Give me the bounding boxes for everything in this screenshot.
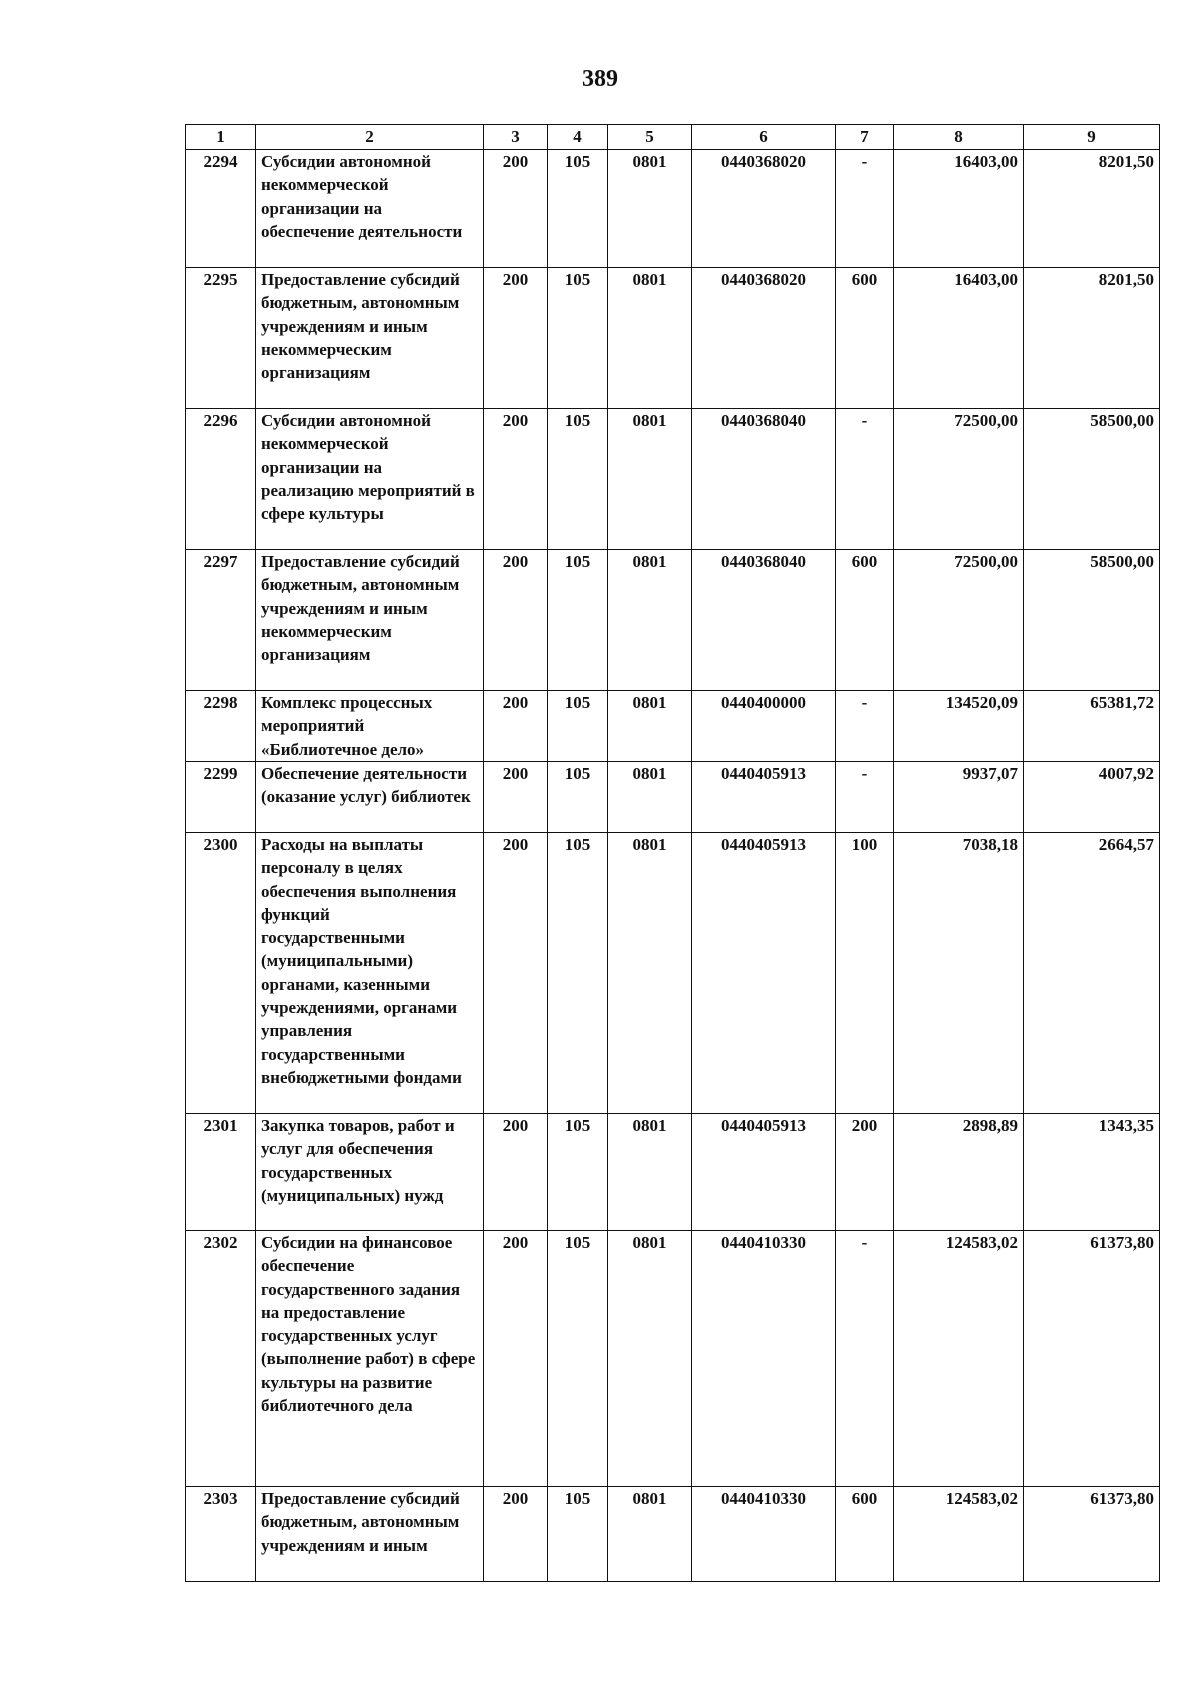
cell-col9: 4007,92 <box>1024 762 1160 833</box>
cell-col5: 0801 <box>608 762 692 833</box>
row-name: Субсидии на финансовое обеспечение государственного задания на предоставление государственных услуг (выполнение работ) в сфере культуры на развитие библиотечного дела <box>256 1231 484 1487</box>
cell-col3: 200 <box>484 409 548 550</box>
table-row <box>186 1231 1160 1487</box>
cell-col8: 134520,09 <box>894 691 1024 762</box>
cell-col7: - <box>836 691 894 762</box>
row-name: Предоставление субсидий бюджетным, автономным учреждениям и иным некоммерческим организациям <box>256 268 484 409</box>
table-row <box>186 833 1160 1114</box>
cell-col9: 61373,80 <box>1024 1231 1160 1487</box>
row-number: 2302 <box>186 1231 256 1487</box>
row-number: 2298 <box>186 691 256 762</box>
cell-col6: 0440368040 <box>692 409 836 550</box>
column-header: 6 <box>692 125 836 150</box>
cell-col6: 0440410330 <box>692 1231 836 1487</box>
cell-col3: 200 <box>484 550 548 691</box>
column-header: 1 <box>186 125 256 150</box>
cell-col4: 105 <box>548 1114 608 1231</box>
cell-col3: 200 <box>484 268 548 409</box>
cell-col8: 124583,02 <box>894 1231 1024 1487</box>
cell-col4: 105 <box>548 550 608 691</box>
cell-col8: 7038,18 <box>894 833 1024 1114</box>
row-name: Субсидии автономной некоммерческой организации на реализацию мероприятий в сфере культуры <box>256 409 484 550</box>
cell-col3: 200 <box>484 1114 548 1231</box>
cell-col5: 0801 <box>608 550 692 691</box>
cell-col7: - <box>836 409 894 550</box>
cell-col7: 200 <box>836 1114 894 1231</box>
column-header: 8 <box>894 125 1024 150</box>
column-header: 7 <box>836 125 894 150</box>
column-header: 5 <box>608 125 692 150</box>
cell-col7: 100 <box>836 833 894 1114</box>
cell-col6: 0440368020 <box>692 268 836 409</box>
table-row <box>186 762 1160 833</box>
cell-col8: 2898,89 <box>894 1114 1024 1231</box>
cell-col9: 58500,00 <box>1024 409 1160 550</box>
row-name: Предоставление субсидий бюджетным, автономным учреждениям и иным некоммерческим организациям <box>256 550 484 691</box>
row-number: 2299 <box>186 762 256 833</box>
cell-col6: 0440405913 <box>692 762 836 833</box>
row-name: Предоставление субсидий бюджетным, автономным учреждениям и иным <box>256 1487 484 1582</box>
column-header: 9 <box>1024 125 1160 150</box>
column-header: 4 <box>548 125 608 150</box>
cell-col7: 600 <box>836 550 894 691</box>
row-number: 2301 <box>186 1114 256 1231</box>
cell-col8: 16403,00 <box>894 150 1024 268</box>
cell-col9: 61373,80 <box>1024 1487 1160 1582</box>
cell-col8: 72500,00 <box>894 409 1024 550</box>
cell-col7: - <box>836 150 894 268</box>
cell-col4: 105 <box>548 1487 608 1582</box>
cell-col4: 105 <box>548 833 608 1114</box>
row-name: Закупка товаров, работ и услуг для обеспечения государственных (муниципальных) нужд <box>256 1114 484 1231</box>
cell-col3: 200 <box>484 1231 548 1487</box>
cell-col5: 0801 <box>608 1487 692 1582</box>
cell-col8: 9937,07 <box>894 762 1024 833</box>
cell-col6: 0440405913 <box>692 833 836 1114</box>
page-number: 389 <box>582 66 618 92</box>
row-name: Комплекс процессных мероприятий «Библиотечное дело» <box>256 691 484 762</box>
cell-col8: 72500,00 <box>894 550 1024 691</box>
row-name: Обеспечение деятельности (оказание услуг) библиотек <box>256 762 484 833</box>
cell-col9: 65381,72 <box>1024 691 1160 762</box>
table-row <box>186 409 1160 550</box>
table-row <box>186 550 1160 691</box>
cell-col6: 0440368040 <box>692 550 836 691</box>
cell-col3: 200 <box>484 833 548 1114</box>
cell-col6: 0440400000 <box>692 691 836 762</box>
row-number: 2297 <box>186 550 256 691</box>
cell-col4: 105 <box>548 691 608 762</box>
table-row <box>186 691 1160 762</box>
cell-col4: 105 <box>548 762 608 833</box>
cell-col5: 0801 <box>608 1231 692 1487</box>
cell-col8: 16403,00 <box>894 268 1024 409</box>
column-number-row <box>186 125 1160 150</box>
row-number: 2294 <box>186 150 256 268</box>
cell-col7: 600 <box>836 268 894 409</box>
cell-col3: 200 <box>484 1487 548 1582</box>
column-header: 2 <box>256 125 484 150</box>
row-name: Расходы на выплаты персоналу в целях обеспечения выполнения функций государственными (муниципальными) органами, казенными учреждениями, органами управления государственными внебюджетными фондами <box>256 833 484 1114</box>
cell-col8: 124583,02 <box>894 1487 1024 1582</box>
row-number: 2300 <box>186 833 256 1114</box>
cell-col9: 8201,50 <box>1024 150 1160 268</box>
cell-col5: 0801 <box>608 150 692 268</box>
cell-col3: 200 <box>484 150 548 268</box>
cell-col9: 1343,35 <box>1024 1114 1160 1231</box>
cell-col6: 0440368020 <box>692 150 836 268</box>
cell-col4: 105 <box>548 150 608 268</box>
cell-col3: 200 <box>484 691 548 762</box>
cell-col9: 58500,00 <box>1024 550 1160 691</box>
cell-col9: 2664,57 <box>1024 833 1160 1114</box>
table-row <box>186 268 1160 409</box>
cell-col5: 0801 <box>608 409 692 550</box>
row-name: Субсидии автономной некоммерческой организации на обеспечение деятельности <box>256 150 484 268</box>
cell-col4: 105 <box>548 1231 608 1487</box>
table-row <box>186 1487 1160 1582</box>
column-header: 3 <box>484 125 548 150</box>
cell-col4: 105 <box>548 409 608 550</box>
cell-col3: 200 <box>484 762 548 833</box>
cell-col5: 0801 <box>608 1114 692 1231</box>
table-row <box>186 1114 1160 1231</box>
row-number: 2295 <box>186 268 256 409</box>
cell-col6: 0440410330 <box>692 1487 836 1582</box>
cell-col5: 0801 <box>608 833 692 1114</box>
cell-col5: 0801 <box>608 691 692 762</box>
cell-col9: 8201,50 <box>1024 268 1160 409</box>
cell-col7: - <box>836 762 894 833</box>
table-row <box>186 150 1160 268</box>
cell-col7: 600 <box>836 1487 894 1582</box>
cell-col7: - <box>836 1231 894 1487</box>
row-number: 2303 <box>186 1487 256 1582</box>
cell-col5: 0801 <box>608 268 692 409</box>
cell-col4: 105 <box>548 268 608 409</box>
cell-col6: 0440405913 <box>692 1114 836 1231</box>
row-number: 2296 <box>186 409 256 550</box>
budget-table <box>185 124 1160 1582</box>
